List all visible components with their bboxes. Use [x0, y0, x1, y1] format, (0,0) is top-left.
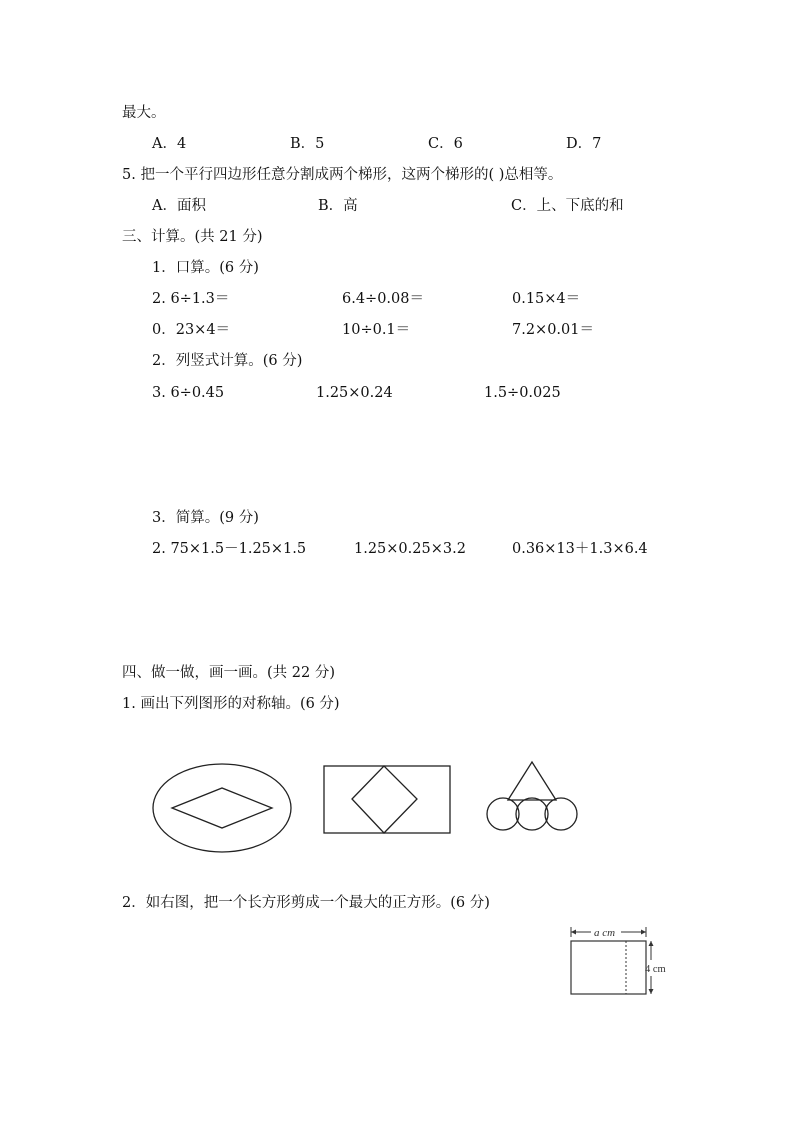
part3-title: 3．简算。(9 分)	[152, 510, 259, 526]
section3-title: 三、计算。(共 21 分)	[122, 229, 263, 245]
vertical-calc-1: 3. 6÷0.45	[152, 385, 225, 401]
oral-calc-1: 2. 6÷1.3＝	[152, 291, 230, 307]
part2-title: 2．列竖式计算。(6 分)	[152, 353, 303, 369]
q5-option-b: B．高	[318, 198, 358, 214]
q5-option-a: A．面积	[152, 198, 206, 214]
q5-option-c: C．上、下底的和	[511, 198, 624, 214]
figure-rectangle-cut	[565, 924, 675, 1000]
oral-calc-3: 0.15×4＝	[512, 291, 581, 307]
section4-q2: 2．如右图，把一个长方形剪成一个最大的正方形。(6 分)	[122, 895, 490, 911]
label-a-cm: a cm	[594, 927, 616, 939]
part1-title: 1．口算。(6 分)	[152, 260, 259, 276]
oral-calc-4: 0．23×4＝	[152, 322, 231, 338]
oral-calc-5: 10÷0.1＝	[342, 322, 411, 338]
simplify-calc-2: 1.25×0.25×3.2	[354, 541, 466, 557]
oral-calc-2: 6.4÷0.08＝	[342, 291, 424, 307]
simplify-calc-3: 0.36×13＋1.3×6.4	[512, 541, 648, 557]
simplify-calc-1: 2. 75×1.5－1.25×1.5	[152, 541, 307, 557]
vertical-calc-2: 1.25×0.24	[316, 385, 393, 401]
figure-triangle-circles	[484, 758, 580, 834]
q4-option-d: D．7	[566, 136, 602, 152]
section4-q1: 1. 画出下列图形的对称轴。(6 分)	[122, 696, 340, 712]
q4-option-a: A．4	[152, 136, 187, 152]
section4-title: 四、做一做，画一画。(共 22 分)	[122, 665, 335, 681]
q4-option-b: B．5	[290, 136, 325, 152]
figure-rectangle-square	[322, 764, 452, 836]
oral-calc-6: 7.2×0.01＝	[512, 322, 594, 338]
label-4-cm: 4 cm	[645, 964, 666, 975]
figure-ellipse-rhombus	[150, 760, 295, 860]
q5-stem: 5. 把一个平行四边形任意分割成两个梯形，这两个梯形的( )总相等。	[122, 167, 563, 183]
vertical-calc-3: 1.5÷0.025	[484, 385, 561, 401]
q4-tail: 最大。	[122, 105, 166, 121]
q4-option-c: C．6	[428, 136, 463, 152]
